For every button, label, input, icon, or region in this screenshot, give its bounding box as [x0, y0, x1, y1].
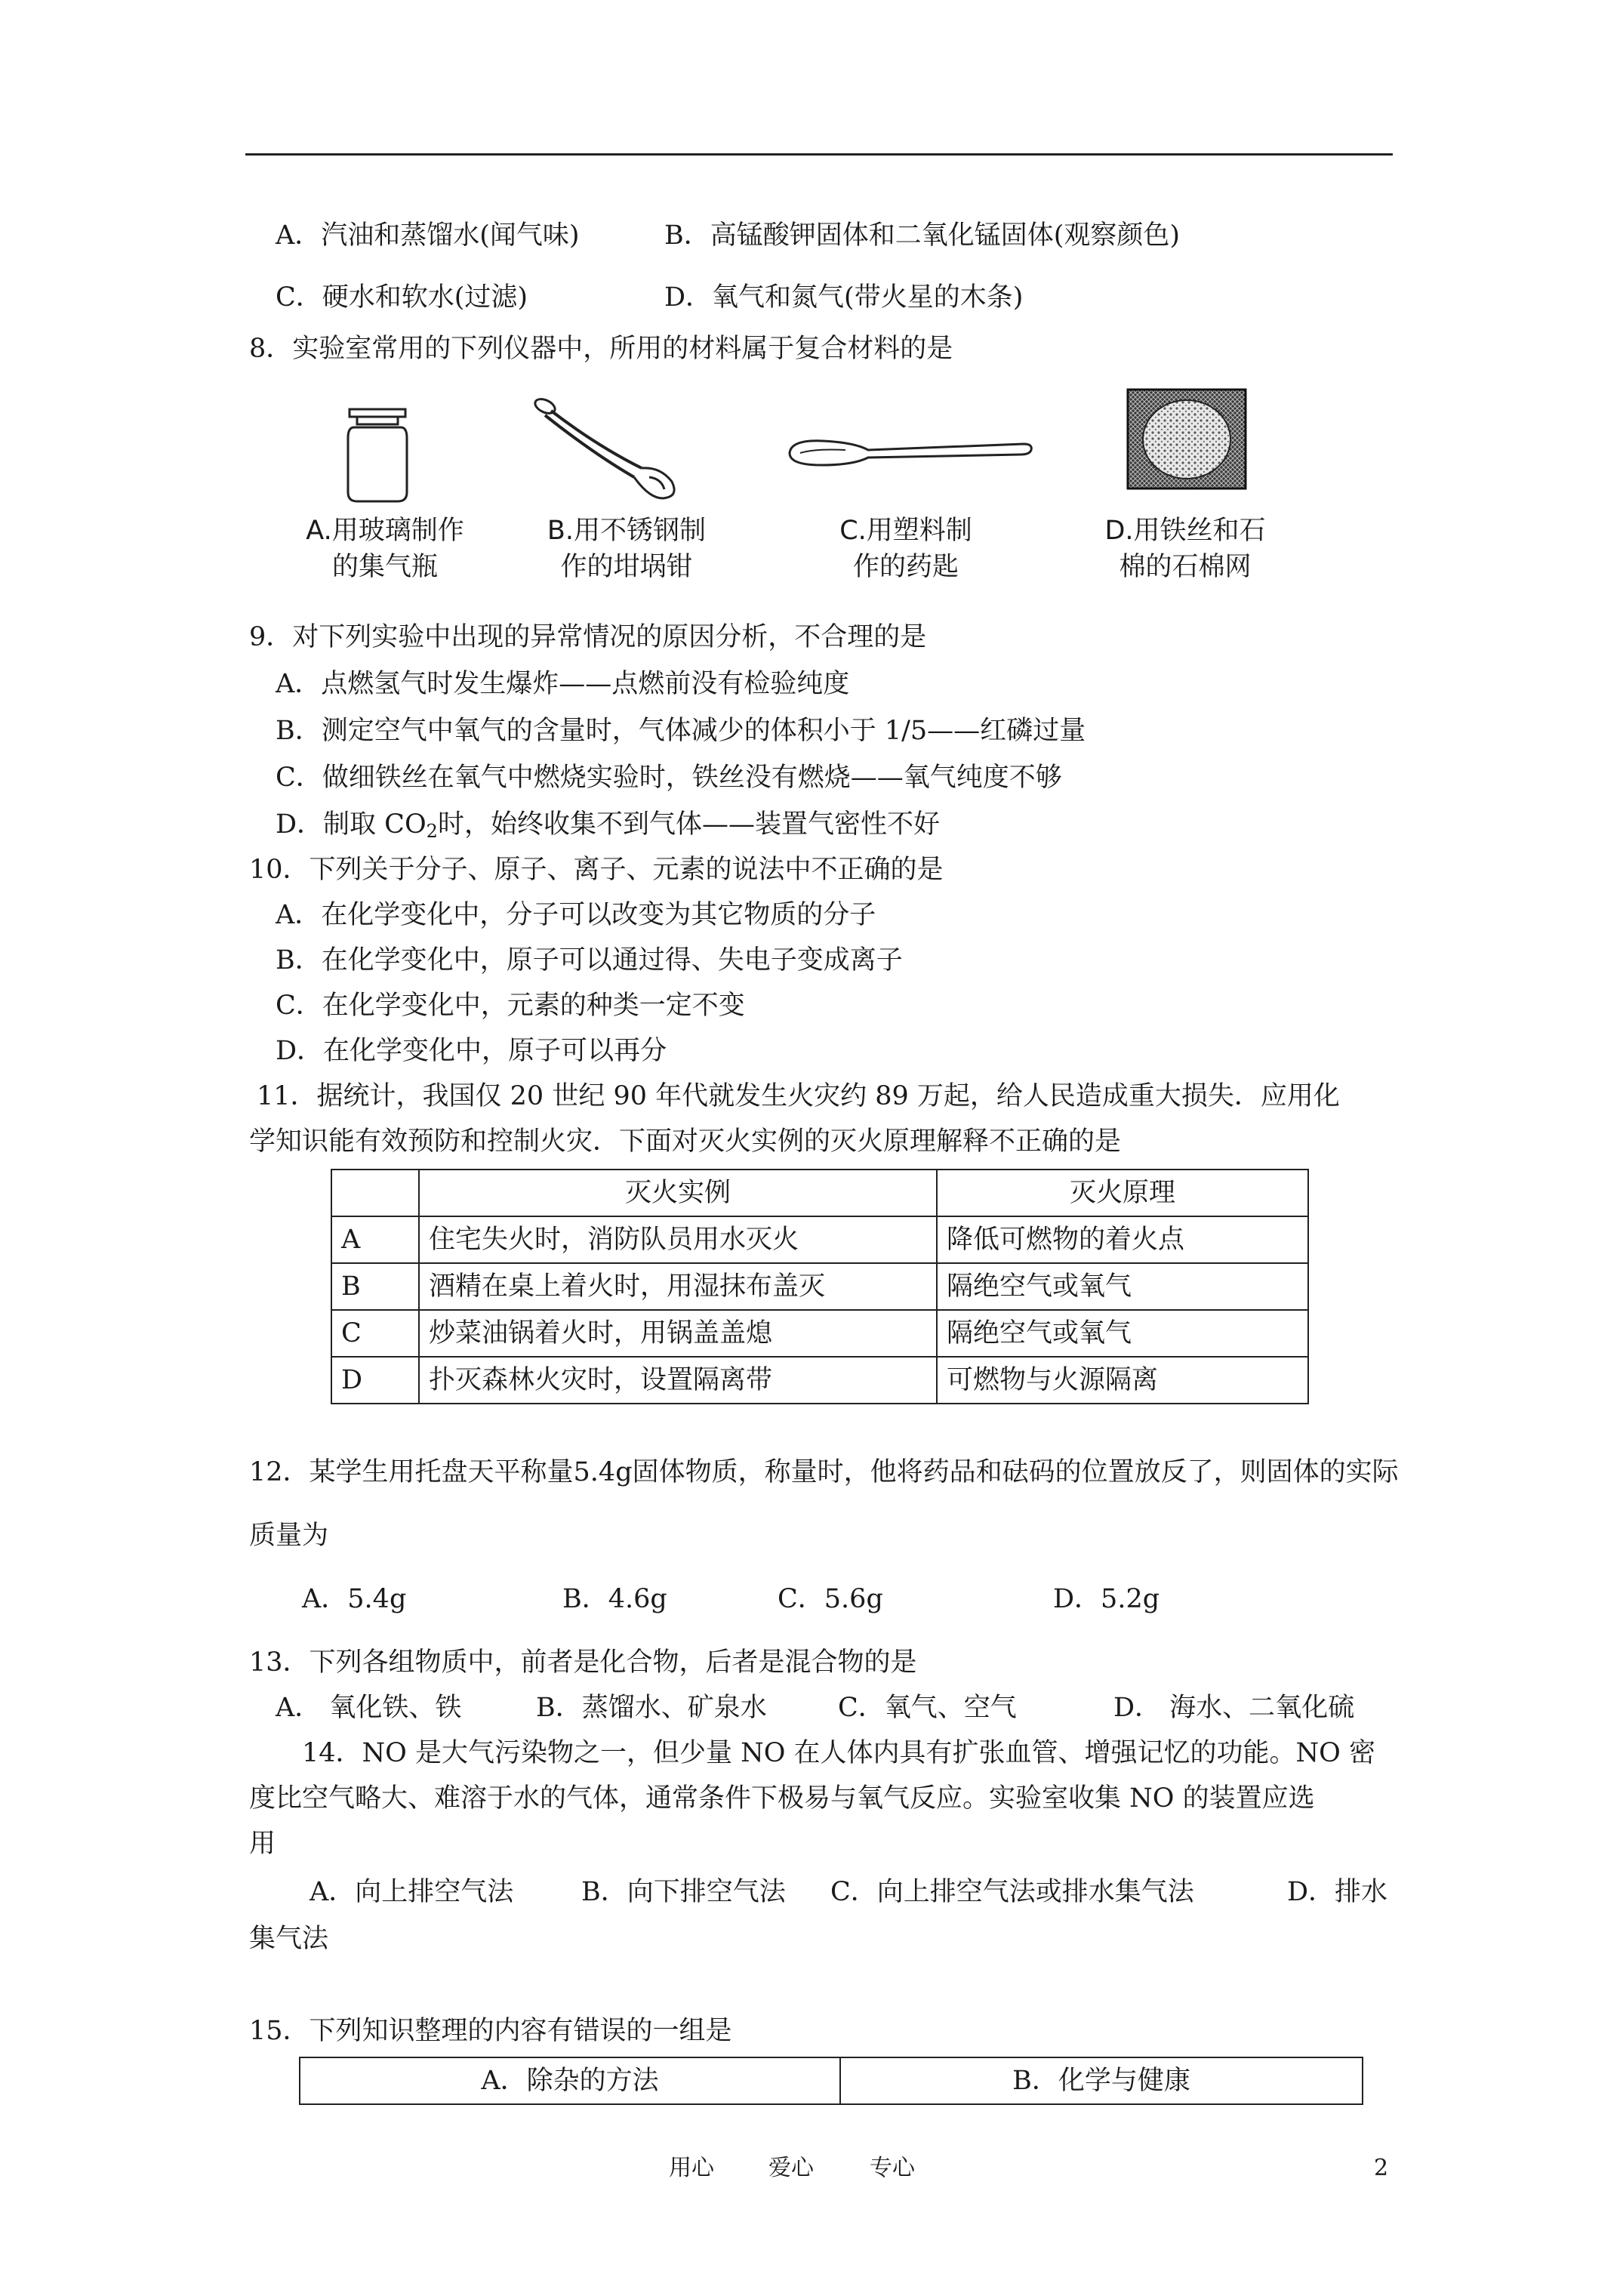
table-cell: 扑灭森林火灾时，设置隔离带: [419, 1357, 937, 1404]
table-cell: 隔绝空气或氧气: [937, 1263, 1308, 1310]
fig-b-caption-1: B.用不锈钢制: [547, 516, 707, 546]
q12-option-c: C．5.6g: [778, 1584, 883, 1614]
q14-stem-line-3: 用: [249, 1829, 276, 1859]
table-header-cell: A．除杂的方法: [300, 2057, 840, 2104]
table-header-cell: [331, 1170, 419, 1216]
table-cell: 住宅失火时，消防队员用水灭火: [419, 1216, 937, 1263]
q10-option-d: D．在化学变化中，原子可以再分: [276, 1036, 667, 1066]
q11-table: [331, 1169, 1309, 1404]
q10-stem: 10．下列关于分子、原子、离子、元素的说法中不正确的是: [249, 855, 944, 885]
q10-option-b: B．在化学变化中，原子可以通过得、失电子变成离子: [276, 945, 903, 975]
q12-option-a: A．5.4g: [302, 1584, 407, 1614]
q13-option-b: B．蒸馏水、矿泉水: [536, 1693, 767, 1723]
table-cell: D: [331, 1357, 419, 1404]
fig-c-caption-2: 作的药匙: [852, 552, 959, 582]
q14-option-c: C．向上排空气法或排水集气法: [830, 1877, 1194, 1907]
q7-option-b: B．高锰酸钾固体和二氧化锰固体(观察颜色): [664, 220, 1181, 251]
table-cell: 隔绝空气或氧气: [937, 1310, 1308, 1357]
q9-option-a: A．点燃氢气时发生爆炸——点燃前没有检验纯度: [276, 669, 850, 699]
header-rule: [245, 153, 1393, 156]
table-header-row: [331, 1170, 1308, 1216]
fig-a-caption-2: 的集气瓶: [331, 552, 438, 582]
table-row: [331, 1357, 1308, 1404]
page-number: 2: [1374, 2155, 1389, 2181]
table-header-cell: 灭火原理: [937, 1170, 1308, 1216]
fig-d-caption-1: D.用铁丝和石: [1104, 516, 1266, 546]
table-row: [331, 1263, 1308, 1310]
fig-a-caption-1: A.用玻璃制作: [306, 516, 464, 546]
q13-option-c: C．氧气、空气: [838, 1693, 1017, 1723]
q12-stem-line-2: 质量为: [249, 1521, 329, 1551]
q13-option-a: A． 氧化铁、铁: [276, 1693, 462, 1723]
table-header-cell: B．化学与健康: [840, 2057, 1363, 2104]
q7-option-c: C．硬水和软水(过滤): [276, 282, 528, 313]
q14-stem-line-2: 度比空气略大、难溶于水的气体，通常条件下极易与氧气反应。实验室收集 NO 的装置应选: [249, 1783, 1315, 1814]
fig-b-caption-2: 作的坩埚钳: [560, 552, 693, 582]
q12-option-b: B．4.6g: [562, 1584, 667, 1614]
q9-option-c: C．做细铁丝在氧气中燃烧实验时，铁丝没有燃烧——氧气纯度不够: [276, 763, 1062, 793]
table-cell: B: [331, 1263, 419, 1310]
table-cell: C: [331, 1310, 419, 1357]
table-row: [331, 1310, 1308, 1357]
q15-stem: 15．下列知识整理的内容有错误的一组是: [249, 2016, 732, 2046]
q10-option-c: C．在化学变化中，元素的种类一定不变: [276, 991, 745, 1021]
crucible-tongs-icon: [528, 393, 694, 506]
q13-option-d: D． 海水、二氧化硫: [1113, 1693, 1355, 1723]
q12-stem-line-1: 12．某学生用托盘天平称量5.4g固体物质，称量时，他将药品和砝码的位置放反了，则固体的实际: [249, 1457, 1399, 1487]
table-header-cell: 灭火实例: [419, 1170, 937, 1216]
table-header-row: [300, 2057, 1363, 2104]
footer-slogan-2: 爱心: [768, 2155, 814, 2181]
table-cell: 可燃物与火源隔离: [937, 1357, 1308, 1404]
q15-table: [299, 2057, 1363, 2105]
q12-option-d: D．5.2g: [1053, 1584, 1160, 1614]
table-cell: A: [331, 1216, 419, 1263]
fig-c-caption-1: C.用塑料制: [839, 516, 972, 546]
q14-stem-line-1: 14．NO 是大气污染物之一，但少量 NO 在人体内具有扩张血管、增强记忆的功能。NO 密: [302, 1738, 1375, 1768]
q10-option-a: A．在化学变化中，分子可以改变为其它物质的分子: [276, 900, 876, 930]
q14-option-a: A．向上排空气法: [310, 1877, 514, 1907]
q11-stem-line-1: 11．据统计，我国仅 20 世纪 90 年代就发生火灾约 89 万起，给人民造成重大损失．应用化: [257, 1081, 1340, 1111]
spoon-icon: [785, 430, 1034, 476]
table-cell: 降低可燃物的着火点: [937, 1216, 1308, 1263]
q14-option-b: B．向下排空气法: [581, 1877, 786, 1907]
table-cell: 酒精在桌上着火时，用湿抹布盖灭: [419, 1263, 937, 1310]
q7-option-a: A．汽油和蒸馏水(闻气味): [276, 220, 580, 251]
fig-d-caption-2: 棉的石棉网: [1119, 552, 1252, 582]
q14-option-d: D．排水: [1287, 1877, 1388, 1907]
asbestos-gauze-icon: [1126, 388, 1247, 490]
q11-stem-line-2: 学知识能有效预防和控制火灾．下面对灭火实例的灭火原理解释不正确的是: [249, 1126, 1122, 1157]
q13-stem: 13．下列各组物质中，前者是化合物，后者是混合物的是: [249, 1647, 917, 1678]
table-row: [331, 1216, 1308, 1263]
q9-stem: 9．对下列实验中出现的异常情况的原因分析，不合理的是: [249, 622, 927, 652]
q14-option-d-continued: 集气法: [249, 1924, 329, 1954]
q9-option-b: B．测定空气中氧气的含量时，气体减少的体积小于 1/5——红磷过量: [276, 716, 1086, 746]
q8-stem: 8．实验室常用的下列仪器中，所用的材料属于复合材料的是: [249, 334, 953, 364]
q7-option-d: D．氧气和氮气(带火星的木条): [664, 282, 1024, 313]
footer-slogan-3: 专心: [870, 2155, 915, 2181]
gas-jar-icon: [343, 408, 411, 506]
footer-slogan-1: 用心: [669, 2155, 714, 2181]
q9-option-d: D．制取 $CO_2$时，始终收集不到气体——装置气密性不好: [276, 809, 940, 842]
table-cell: 炒菜油锅着火时，用锅盖盖熄: [419, 1310, 937, 1357]
